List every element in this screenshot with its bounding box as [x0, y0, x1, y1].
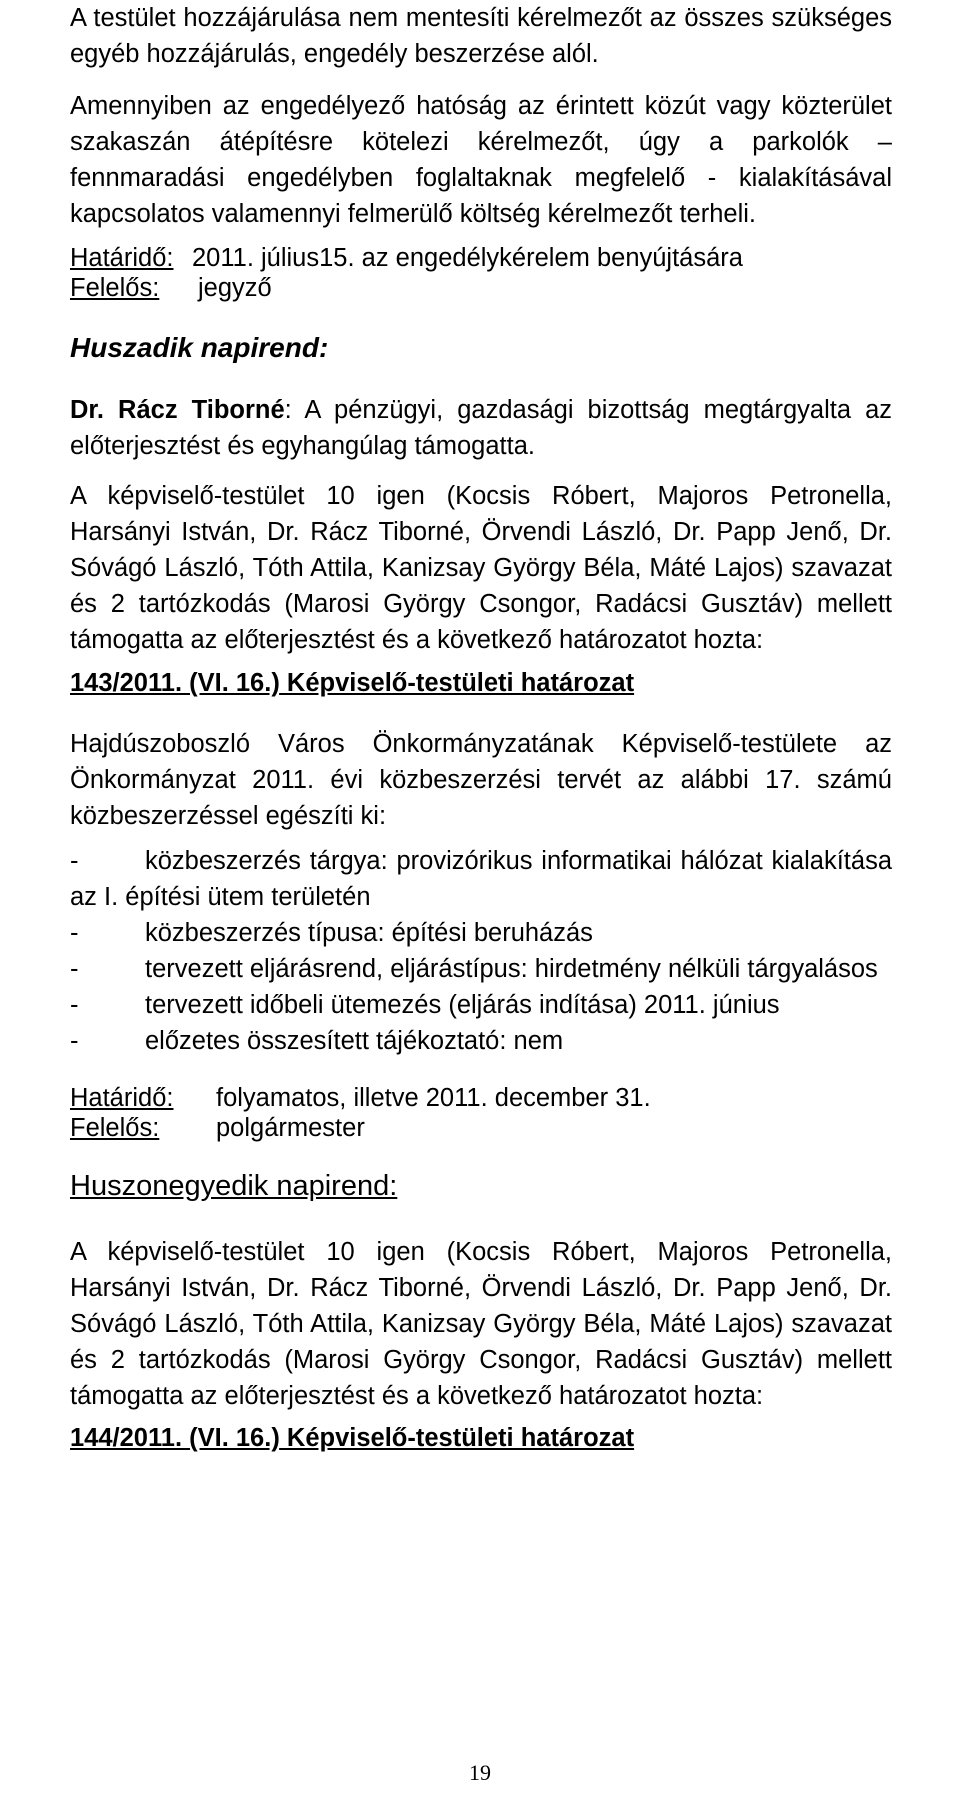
page-number: 19: [469, 1760, 491, 1785]
responsible-2: [70, 1110, 365, 1146]
list-item-text: közbeszerzés típusa: építési beruházás: [145, 919, 593, 947]
list-dash: -: [70, 847, 79, 875]
list-item-text: közbeszerzés tárgya: provizórikus informatikai hálózat kialakítása az I. építési ütem területén: [70, 847, 892, 911]
list-item: [70, 987, 892, 1023]
responsible-1-label: Felelős:: [70, 274, 160, 302]
vote-paragraph-2: A képviselő-testület 10 igen (Kocsis Róbert, Majoros Petronella, Harsányi István, Dr. Rácz Tiborné, Örvendi László, Dr. Papp Jenő, Dr. Sóvágó László, Tóth Attila, Kanizsay György Béla, Máté Lajos) szavazat és 2 tartózkodás (Marosi György Csongor, Radácsi Gusztáv) mellett támogatta az előterjesztést és a következő határozatot hozta:: [70, 1238, 892, 1410]
list-item: [70, 915, 892, 951]
deadline-1-value: 2011. július15. az engedélykérelem benyújtására: [192, 244, 743, 272]
list-dash: -: [70, 991, 79, 1019]
list-item-text: tervezett időbeli ütemezés (eljárás indítása) 2011. június: [145, 991, 780, 1019]
agenda-heading-20: Huszadik napirend:: [70, 332, 329, 363]
agenda-heading-21: Huszonegyedik napirend:: [70, 1170, 398, 1202]
resolution-1-heading: [70, 665, 634, 701]
resolution-2-heading: [70, 1420, 634, 1456]
resolution-1-title: Képviselő-testületi határozat: [279, 669, 635, 697]
list-item-text: tervezett eljárásrend, eljárástípus: hirdetmény nélküli tárgyalásos: [145, 955, 878, 983]
resolution-2-title: Képviselő-testületi határozat: [279, 1424, 635, 1452]
speaker-name: Dr. Rácz Tiborné: [70, 396, 285, 424]
list-item-text: előzetes összesített tájékoztató: nem: [145, 1027, 564, 1055]
resolution-1-text: Hajdúszoboszló Város Önkormányzatának Képviselő-testülete az Önkormányzat 2011. évi közbeszerzési tervét az alábbi 17. számú közbeszerzéssel egészíti ki:: [70, 730, 892, 830]
list-item: [70, 843, 892, 915]
list-dash: -: [70, 919, 79, 947]
paragraph-consent: A testület hozzájárulása nem mentesíti kérelmezőt az összes szükséges egyéb hozzájárulás, engedély beszerzése alól.: [70, 4, 892, 68]
deadline-2-label: Határidő:: [70, 1084, 174, 1112]
list-dash: -: [70, 1027, 79, 1055]
resolution-2-number: 144/2011. (VI. 16.): [70, 1424, 280, 1452]
list-dash: -: [70, 955, 79, 983]
vote-paragraph-1: A képviselő-testület 10 igen (Kocsis Róbert, Majoros Petronella, Harsányi István, Dr. Rácz Tiborné, Örvendi László, Dr. Papp Jenő, Dr. Sóvágó László, Tóth Attila, Kanizsay György Béla, Máté Lajos) szavazat és 2 tartózkodás (Marosi György Csongor, Radácsi Gusztáv) mellett támogatta az előterjesztést és a következő határozatot hozta:: [70, 482, 892, 654]
responsible-2-value: polgármester: [216, 1114, 365, 1142]
responsible-1-value: jegyző: [198, 274, 272, 302]
list-item: [70, 1023, 892, 1059]
list-item: [70, 951, 892, 987]
deadline-2-value: folyamatos, illetve 2011. december 31.: [216, 1084, 651, 1112]
paragraph-costs: Amennyiben az engedélyező hatóság az érintett közút vagy közterület szakaszán átépítésre kötelezi kérelmezőt, úgy a parkolók – fennmaradási engedélyben foglaltaknak megfelelő - kialakításával kapcsolatos valamennyi felmerülő költség kérelmezőt terheli.: [70, 92, 892, 228]
responsible-1: [70, 270, 272, 306]
resolution-1-number: 143/2011. (VI. 16.): [70, 669, 280, 697]
procurement-list: [70, 843, 892, 1059]
responsible-2-label: Felelős:: [70, 1114, 160, 1142]
committee-opinion-text: : A pénzügyi, gazdasági bizottság megtárgyalta az előterjesztést és egyhangúlag támogatta.: [70, 396, 892, 460]
committee-opinion: [70, 392, 892, 464]
deadline-1-label: Határidő:: [70, 244, 174, 272]
